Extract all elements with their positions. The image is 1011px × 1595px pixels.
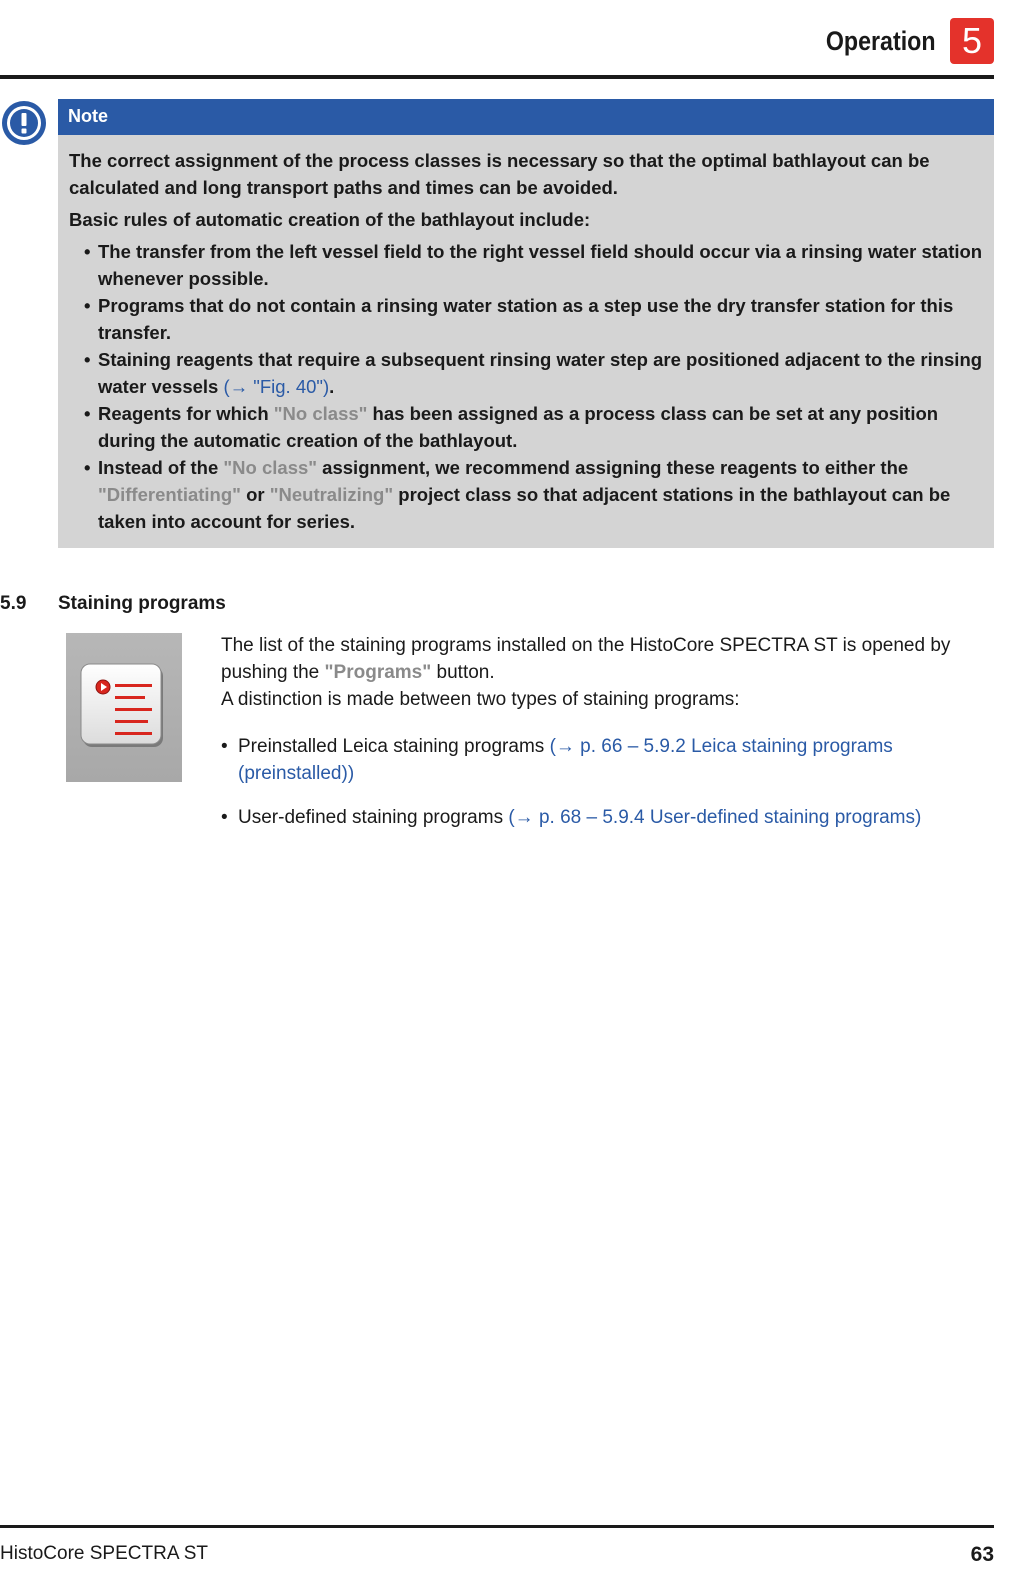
list-item: • Preinstalled Leica staining programs (→ p. 66 – 5.9.2 Leica staining programs (preinstalled)) bbox=[221, 736, 893, 784]
chapter-number-badge: 5 bbox=[950, 18, 994, 64]
section-paragraph: The list of the staining programs installed on the HistoCore SPECTRA ST is opened by pushing the "Programs" button. bbox=[221, 635, 951, 683]
list-item: • User-defined staining programs (→ p. 68 – 5.9.4 User-defined staining programs) bbox=[221, 807, 922, 828]
user-defined-programs-link[interactable]: (→ p. 68 – 5.9.4 User-defined staining programs) bbox=[508, 807, 922, 828]
list-item: • Staining reagents that require a subsequent rinsing water step are positioned adjacent to the rinsing water vessels (→ "Fig. 40"). bbox=[84, 349, 983, 397]
no-class-term: "No class" bbox=[273, 403, 368, 424]
note-intro: The correct assignment of the process classes is necessary so that the optimal bathlayout can be calculated and long transport paths and times can be avoided. bbox=[69, 150, 930, 198]
note-rules-list bbox=[69, 238, 984, 535]
list-item: • The transfer from the left vessel field to the right vessel field should occur via a rinsing water station whenever possible. bbox=[84, 241, 983, 289]
footer-product-name: HistoCore SPECTRA ST bbox=[0, 1543, 208, 1564]
programs-button-label: "Programs" bbox=[324, 662, 432, 683]
note-body bbox=[58, 135, 994, 548]
no-class-term: "No class" bbox=[223, 457, 318, 478]
neutralizing-term: "Neutralizing" bbox=[269, 484, 394, 505]
section-title: Staining programs bbox=[58, 593, 226, 614]
programs-list-icon bbox=[66, 633, 182, 782]
leica-programs-link[interactable]: (→ p. 66 – 5.9.2 Leica staining programs (preinstalled)) bbox=[238, 736, 893, 784]
differentiating-term: "Differentiating" bbox=[98, 484, 241, 505]
section-number: 5.9 bbox=[0, 593, 27, 614]
section-paragraph-2: A distinction is made between two types of staining programs: bbox=[221, 689, 740, 710]
section-body bbox=[221, 632, 993, 848]
footer-divider bbox=[0, 1525, 994, 1528]
header-divider bbox=[0, 75, 994, 79]
program-types-list bbox=[221, 733, 993, 831]
note-heading: Note bbox=[58, 99, 994, 135]
page-header-title: Operation bbox=[826, 26, 936, 56]
page-number: 63 bbox=[970, 1543, 994, 1566]
info-icon bbox=[0, 99, 48, 147]
fig-40-link[interactable]: (→ "Fig. 40") bbox=[223, 376, 330, 397]
list-item: • Programs that do not contain a rinsing water station as a step use the dry transfer station for this transfer. bbox=[84, 295, 954, 343]
programs-button-image bbox=[66, 633, 182, 782]
list-item: • Instead of the "No class" assignment, we recommend assigning these reagents to either the "Differentiating" or "Neutralizing" project class so that adjacent stations in the bathlayout can be taken into account for series. bbox=[84, 457, 951, 532]
note-rules-heading: Basic rules of automatic creation of the bathlayout include: bbox=[69, 209, 591, 230]
list-item: • Reagents for which "No class" has been assigned as a process class can be set at any position during the automatic creation of the bathlayout. bbox=[84, 403, 939, 451]
